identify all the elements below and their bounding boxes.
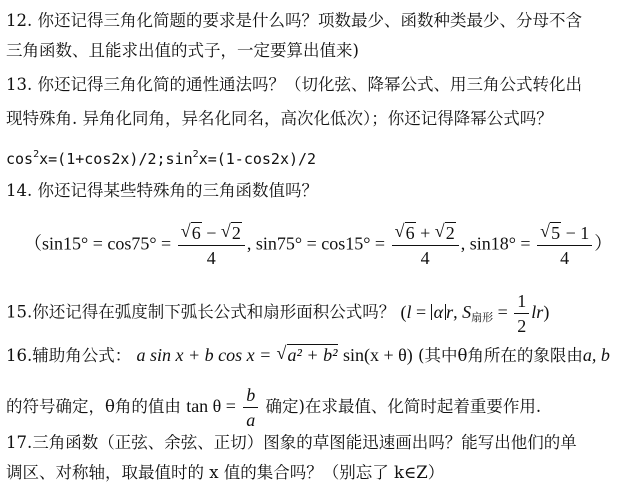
- item-17-line-1: 17.三角函数（正弦、余弦、正切）图象的草图能迅速画出吗？能写出他们的单: [6, 433, 577, 452]
- arc-sector-formula: (l = α r, $S_{扇形}$ = $\frac{1}{2}$ lr): [400, 291, 550, 336]
- power-reduction-formula: $\cos^2x=(1+\cos 2x)/2;\sin^2x=(1-\cos 2x)/2$: [6, 149, 317, 168]
- fraction-sin75: √ 6 + √ 2 4: [392, 222, 459, 269]
- item-14-line-1: 14. 你还记得某些特殊角的三角函数值吗？: [6, 181, 318, 200]
- fraction-sin18: √ 5 − 1 4: [537, 222, 592, 269]
- item-12-line-1: 12. 你还记得三角化简题的要求是什么吗？项数最少、函数种类最少、分母不含: [6, 11, 582, 30]
- item-15-line: 15.你还记得在弧度制下弧长公式和扇形面积公式吗？ (l = α r, $S_{扇形}$ = $\frac{1}{2}$ lr): [6, 291, 550, 336]
- fraction-sin15: √ 6 − √ 2 4: [178, 222, 245, 269]
- item-17-line-2: 调区、对称轴，取最值时的 x 值的集合吗？（别忘了 k∈Z）: [6, 463, 445, 482]
- item-12-line-2: 三角函数、且能求出值的式子，一定要算出值来): [6, 41, 359, 60]
- item-13-line-1: 13. 你还记得三角化简的通性通法吗？（切化弦、降幂公式、用三角公式转化出: [6, 75, 582, 94]
- special-angle-values: （sin15° = cos75° = √ 6 − √ 2 4 , sin75° = cos15° = √ 6 + √ 2 4 , sin18° = √ 5 − 1 4 ）: [24, 221, 613, 268]
- item-16-line-2: 的符号确定，θ角的值由 tan θ = $\frac{b}{a}$ 确定)在求最值、化简时起着重要作用.: [6, 385, 542, 430]
- item-13-line-2: 现特殊角. 异角化同角，异名化同名，高次化低次）；你还记得降幂公式吗？: [6, 109, 553, 128]
- item-16-line-1: 16.辅助角公式： a sin x + b cos x = √ a² + b² sin(x + θ) (其中θ角所在的象限由a, b: [6, 343, 610, 365]
